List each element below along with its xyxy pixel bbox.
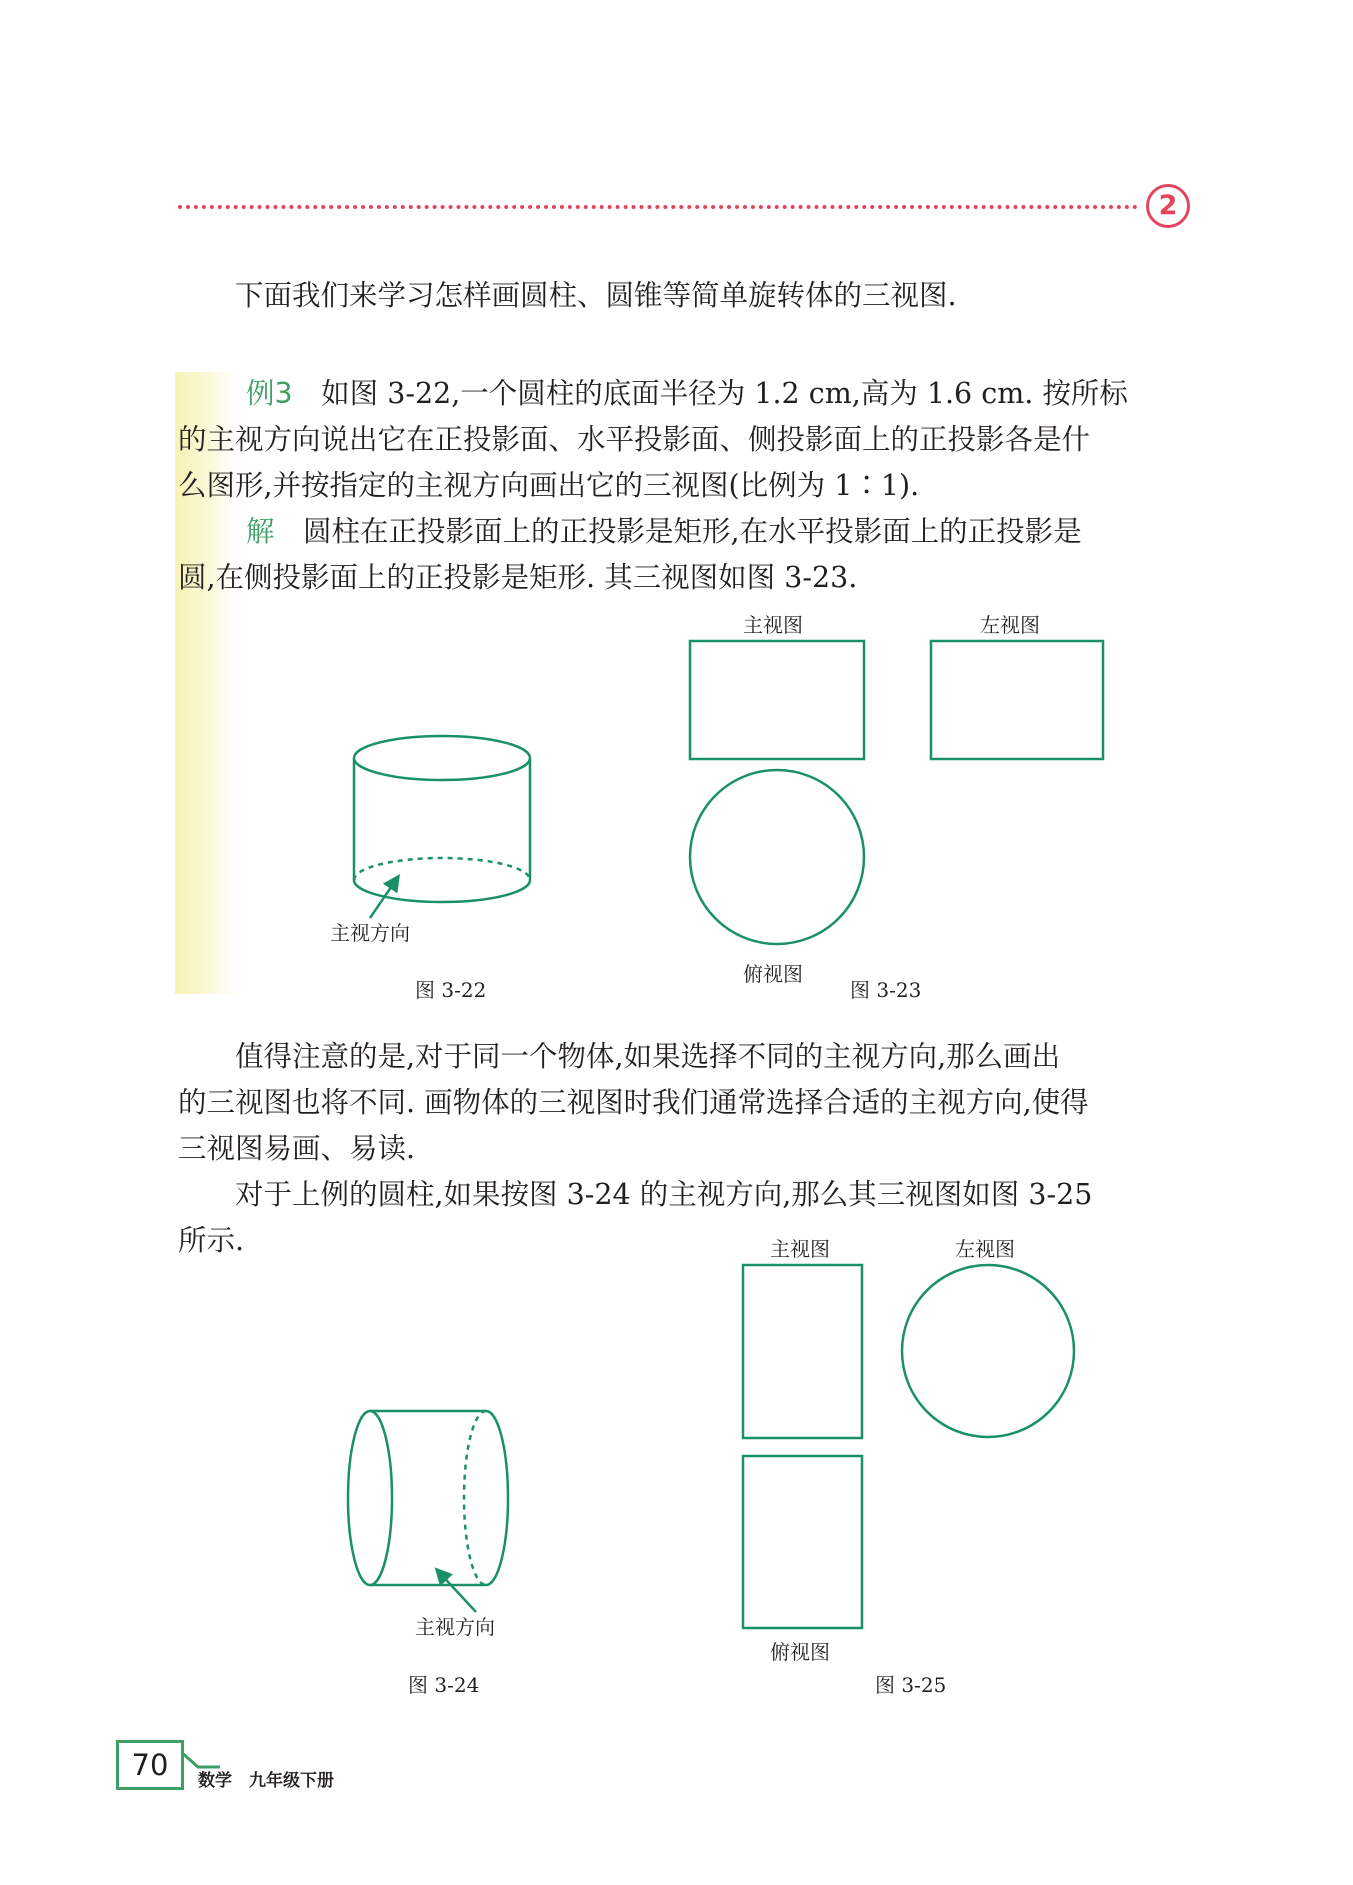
solution-line-2: 圆,在侧投影面上的正投影是矩形. 其三视图如图 3-23. — [178, 561, 858, 594]
solution-label: 解 — [246, 515, 275, 548]
fig22-arrow-label: 主视方向 — [330, 921, 410, 945]
solution-line-1: 解 圆柱在正投影面上的正投影是矩形,在水平投影面上的正投影是 — [246, 515, 1082, 548]
fig25-left-view-circle — [902, 1265, 1074, 1437]
fig25-top-view-rect — [743, 1456, 862, 1628]
next-line-2: 所示. — [178, 1224, 245, 1257]
fig23-top-view-circle — [690, 770, 864, 944]
intro-text: 下面我们来学习怎样画圆柱、圆锥等简单旋转体的三视图. — [235, 279, 957, 312]
fig23-top-label: 俯视图 — [743, 962, 803, 986]
example-line-3: 么图形,并按指定的主视方向画出它的三视图(比例为 1∶1). — [178, 469, 920, 502]
note-line-1: 值得注意的是,对于同一个物体,如果选择不同的主视方向,那么画出 — [235, 1040, 1061, 1073]
example-label: 例3 — [246, 377, 293, 410]
fig25-left-label: 左视图 — [955, 1237, 1015, 1261]
next-line-1: 对于上例的圆柱,如果按图 3-24 的主视方向,那么其三视图如图 3-25 — [235, 1178, 1093, 1211]
fig25-caption: 图 3-25 — [875, 1673, 947, 1697]
example-line-1: 例3 如图 3-22,一个圆柱的底面半径为 1.2 cm,高为 1.6 cm. 按所标 — [246, 377, 1128, 410]
fig23-left-view-rect — [931, 641, 1103, 759]
fig23-front-view-rect — [690, 641, 864, 759]
fig25-top-label: 俯视图 — [770, 1640, 830, 1664]
note-line-3: 三视图易画、易读. — [178, 1132, 416, 1165]
horizontal-cylinder-drawing — [348, 1411, 508, 1612]
note-line-2: 的三视图也将不同. 画物体的三视图时我们通常选择合适的主视方向,使得 — [178, 1086, 1089, 1119]
example-line-2: 的主视方向说出它在正投影面、水平投影面、侧投影面上的正投影各是什 — [178, 423, 1091, 456]
footer-book-title: 数学 九年级下册 — [198, 1771, 334, 1791]
section-number-badge: 2 — [1146, 184, 1190, 228]
fig24-arrow-label: 主视方向 — [415, 1615, 495, 1639]
fig22-caption: 图 3-22 — [415, 978, 487, 1002]
fig23-front-label: 主视图 — [743, 613, 803, 637]
note-paragraph — [178, 1034, 1183, 1264]
fig25-front-view-rect — [743, 1265, 862, 1438]
fig25-front-label: 主视图 — [770, 1237, 830, 1261]
fig23-left-label: 左视图 — [980, 613, 1040, 637]
page-number: 70 — [116, 1740, 184, 1790]
upright-cylinder-drawing — [354, 736, 530, 918]
fig23-caption: 图 3-23 — [850, 978, 922, 1002]
fig24-caption: 图 3-24 — [408, 1673, 480, 1697]
